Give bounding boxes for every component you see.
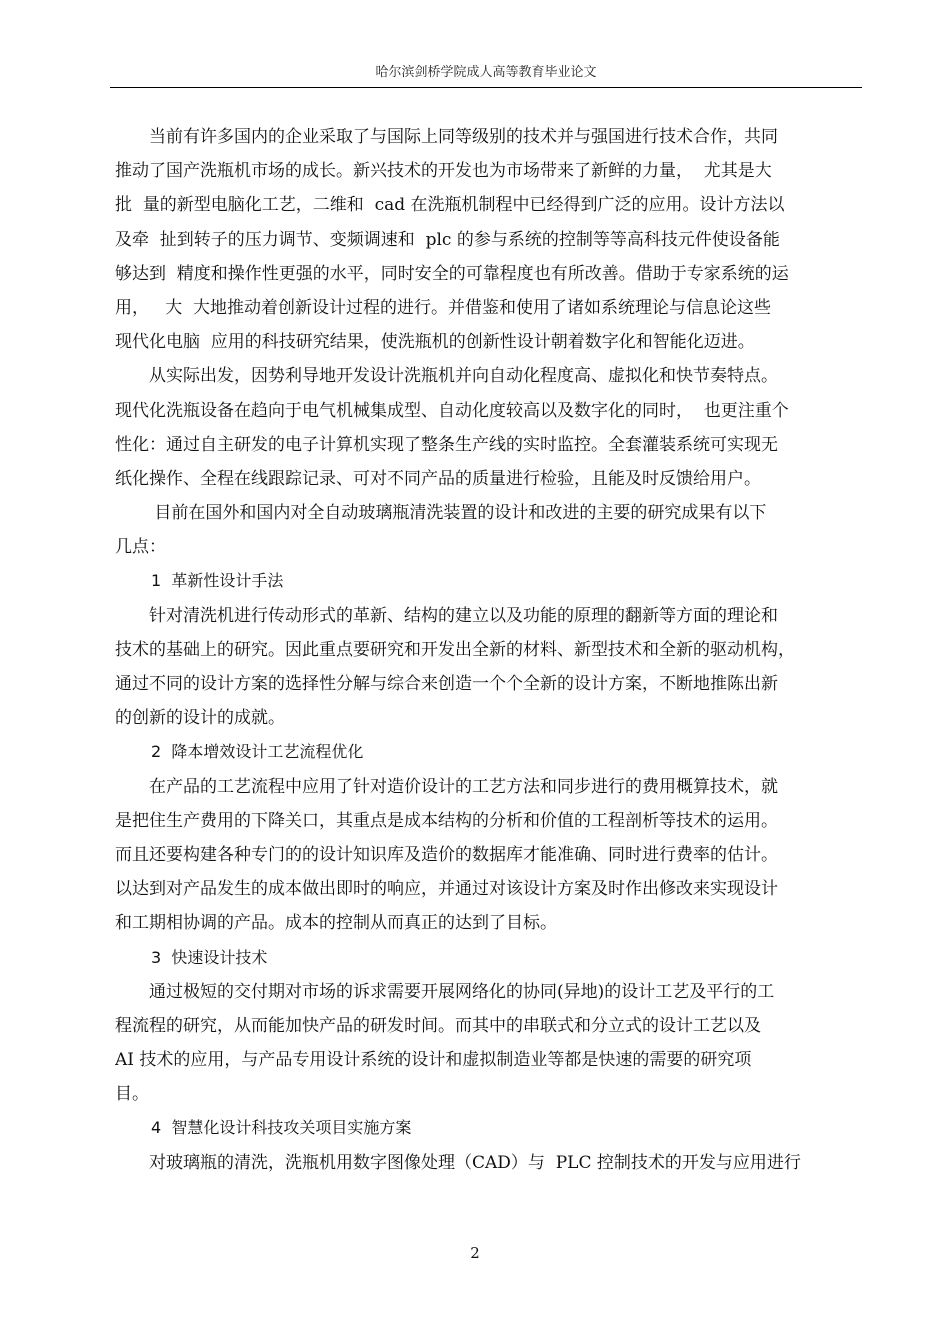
- section-heading: 2 降本增效设计工艺流程优化: [151, 742, 364, 762]
- paragraph-line: 推动了国产洗瓶机市场的成长。新兴技术的开发也为市场带来了新鲜的力量， 尤其是大: [115, 161, 772, 182]
- page-number: 2: [470, 1244, 480, 1262]
- paragraph-line: 程流程的研究，从而能加快产品的研发时间。而其中的串联式和分立式的设计工艺以及: [115, 1015, 761, 1036]
- paragraph-line: 是把住生产费用的下降关口，其重点是成本结构的分析和价值的工程剖析等技术的运用。: [115, 810, 778, 831]
- paragraph-line: 够达到 精度和操作性更强的水平，同时安全的可靠程度也有所改善。借助于专家系统的运: [115, 263, 789, 284]
- paragraph-line: 通过不同的设计方案的选择性分解与综合来创造一个个全新的设计方案，不断地推陈出新: [115, 674, 778, 694]
- header-rule: [110, 87, 862, 88]
- paragraph-line: 现代化洗瓶设备在趋向于电气机械集成型、自动化度较高以及数字化的同时， 也更注重个: [115, 400, 789, 421]
- paragraph-line: 现代化电脑 应用的科技研究结果，使洗瓶机的创新性设计朝着数字化和智能化迈进。: [115, 332, 755, 353]
- paragraph-line: 对玻璃瓶的清洗，洗瓶机用数字图像处理（CAD）与 PLC 控制技术的开发与应用进行: [149, 1152, 801, 1173]
- section-heading: 3 快速设计技术: [151, 947, 268, 967]
- body-text: [115, 120, 865, 1180]
- paragraph-line: 及牵 扯到转子的压力调节、变频调速和 plc 的参与系统的控制等等高科技元件使设备能: [115, 229, 780, 250]
- paragraph-line: 批 量的新型电脑化工艺，二维和 cad 在洗瓶机制程中已经得到广泛的应用。设计方法以: [115, 195, 785, 216]
- paragraph-line: 目前在国外和国内对全自动玻璃瓶清洗装置的设计和改进的主要的研究成果有以下: [149, 503, 767, 524]
- paragraph-line: AI 技术的应用，与产品专用设计系统的设计和虚拟制造业等都是快速的需要的研究项: [115, 1050, 752, 1071]
- paragraph-line: 通过极短的交付期对市场的诉求需要开展网络化的协同(异地)的设计工艺及平行的工: [149, 981, 775, 1002]
- paragraph-line: 几点：: [115, 537, 166, 558]
- paragraph-line: 用， 大 大地推动着创新设计过程的进行。并借鉴和使用了诸如系统理论与信息论这些: [115, 297, 772, 318]
- paragraph-line: 和工期相协调的产品。成本的控制从而真正的达到了目标。: [115, 913, 557, 934]
- paragraph-line: 的创新的设计的成就。: [115, 708, 285, 729]
- section-heading: 4 智慧化设计科技攻关项目实施方案: [151, 1118, 412, 1138]
- paragraph-line: 性化：通过自主研发的电子计算机实现了整条生产线的实时监控。全套灌装系统可实现无: [115, 434, 778, 455]
- paragraph-line: 而且还要构建各种专门的的设计知识库及造价的数据库才能准确、同时进行费率的估计。: [115, 844, 778, 865]
- paragraph-line: 在产品的工艺流程中应用了针对造价设计的工艺方法和同步进行的费用概算技术，就: [149, 776, 778, 797]
- section-heading: 1 革新性设计手法: [151, 571, 284, 591]
- paragraph-line: 以达到对产品发生的成本做出即时的响应，并通过对该设计方案及时作出修改来实现设计: [115, 879, 778, 900]
- paragraph-line: 目。: [115, 1084, 149, 1105]
- paragraph-line: 当前有许多国内的企业采取了与国际上同等级别的技术并与强国进行技术合作，共同: [149, 127, 778, 147]
- paragraph-line: 技术的基础上的研究。因此重点要研究和开发出全新的材料、新型技术和全新的驱动机构，: [115, 639, 795, 660]
- paragraph-line: 从实际出发，因势利导地开发设计洗瓶机并向自动化程度高、虚拟化和快节奏特点。: [149, 366, 778, 387]
- paragraph-line: 针对清洗机进行传动形式的革新、结构的建立以及功能的原理的翻新等方面的理论和: [149, 605, 778, 626]
- page-header: 哈尔滨剑桥学院成人高等教育毕业论文: [375, 65, 597, 80]
- paragraph-line: 纸化操作、全程在线跟踪记录、可对不同产品的质量进行检验，且能及时反馈给用户。: [115, 468, 761, 489]
